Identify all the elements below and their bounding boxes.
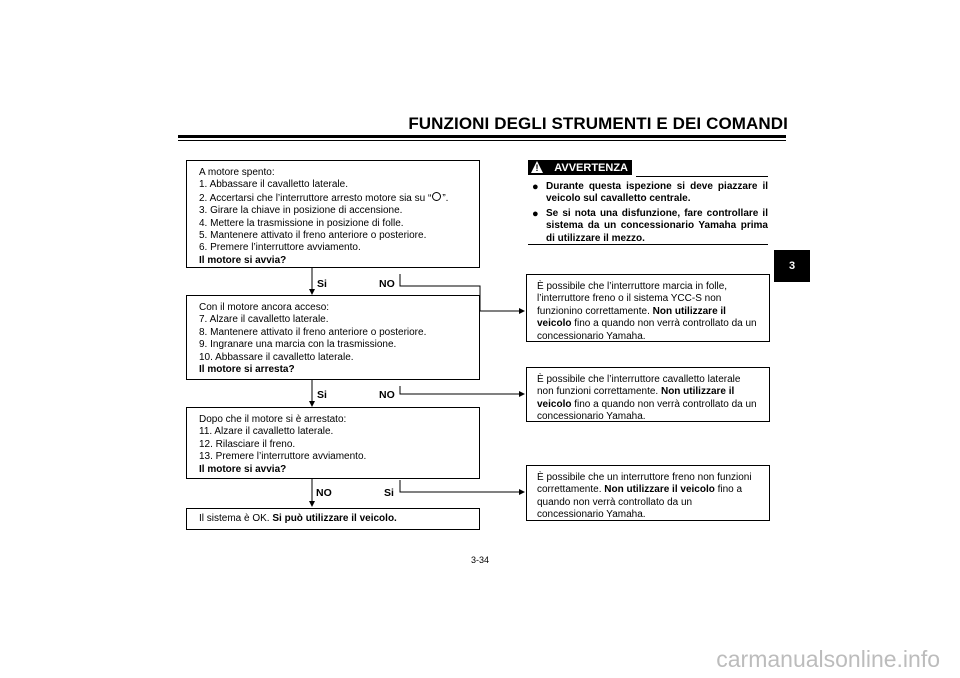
result2-tail: fino a quando non verrà controllato da un concessionario Yamaha. [537,398,757,423]
result1-tail: fino a quando non verrà controllato da un concessionario Yamaha. [537,318,757,342]
warning-list [532,181,768,247]
box2-question: Il motore si arresta? [199,364,295,376]
warning-item [532,181,768,206]
branch2-yes-label: Si [317,389,327,401]
warning-item-text: Durante questa ispezione si deve piazzare il veicolo sul cavalletto centrale. [546,181,768,205]
final-ok-bold: Si può utilizzare il veicolo. [272,513,397,524]
box2-line-1: 7. Alzare il cavalletto laterale. [199,314,329,326]
box1-line-4: 3. Girare la chiave in posizione di accensione. [199,205,403,217]
final-ok-box [186,508,480,530]
watermark: carmanualsonline.info [716,646,940,672]
box3-line-0: Dopo che il motore si è arrestato: [199,414,347,425]
chapter-tab: 3 [774,250,810,282]
warning-rule [636,176,768,177]
box1-line-6: 5. Mantenere attivato il freno anteriore o posteriore. [199,230,427,242]
result-box-3 [526,465,770,521]
flow-step-box-2 [186,295,480,380]
result-box-1 [526,274,770,342]
box3-question: Il motore si avvia? [199,463,287,475]
box2-line-2: 8. Mantenere attivato il freno anteriore o posteriore. [199,326,427,338]
box2-line-4: 10. Abbassare il cavalletto laterale. [199,351,354,363]
engine-run-symbol-icon [432,192,441,201]
warning-label: AVVERTENZA [554,161,628,174]
bullet-icon: ● [532,181,539,193]
arrow-box2-result2 [400,386,524,394]
box3-line-3: 13. Premere l’interruttore avviamento. [199,451,367,463]
box2-line-0: Con il motore ancora acceso: [199,302,330,313]
box1-question: Il motore si avvia? [199,254,287,266]
result3-text: È possibile che un interruttore freno non funzioni correttamente. [537,472,752,496]
branch3-no-label: NO [316,487,332,499]
result1-text: È possibile che l’interruttore marcia in folle, l’interruttore freno o il sistema YCC-S non funzionino correttamente. [537,281,728,317]
warning-rule-bottom [528,244,768,245]
warning-header [528,160,632,175]
flow-step-box-3 [186,407,480,479]
result1-bold: Non utilizzare il veicolo [537,305,726,330]
result3-bold: Non utilizzare il veicolo [604,484,715,496]
warning-exclamation-icon: ! [535,163,539,173]
arrow-box3-result3 [400,480,524,492]
box1-line-7: 6. Premere l’interruttore avviamento. [199,242,361,254]
result2-bold: Non utilizzare il veicolo [537,386,735,410]
box1-line-1: 1. Abbassare il cavalletto laterale. [199,179,348,191]
result2-text: È possibile che l’interruttore cavalletto laterale non funzioni correttamente. [537,374,741,398]
page-number: 3-34 [470,555,489,565]
box1-line-0: A motore spento: [199,167,275,178]
box1-line-5: 4. Mettere la trasmissione in posizione di folle. [199,217,404,229]
box3-line-1: 11. Alzare il cavalletto laterale. [199,426,334,438]
box3-line-2: 12. Rilasciare il freno. [199,438,296,450]
result3-tail: fino a quando non verrà controllato da un concessionario Yamaha. [537,484,743,521]
result-box-2 [526,367,770,422]
warning-item-text: Se si nota una disfunzione, fare controllare il sistema da un concessionario Yamaha prima di utilizzare il mezzo. [546,207,768,244]
warning-item [532,208,768,245]
branch1-no-label: NO [379,278,395,290]
branch3-yes-label: Si [384,487,394,499]
final-ok-prefix: Il sistema è OK. [199,513,273,524]
bullet-icon: ● [532,207,539,220]
flow-step-box-1 [186,160,480,268]
box1-line-2: 2. Accertarsi che l’interruttore arresto motore sia su “ ”. [199,192,449,204]
box2-line-3: 9. Ingranare una marcia con la trasmissione. [199,339,397,351]
page-title: FUNZIONI DEGLI STRUMENTI E DEI COMANDI [408,114,788,133]
branch2-no-label: NO [379,389,395,401]
branch1-yes-label: Si [317,278,327,290]
